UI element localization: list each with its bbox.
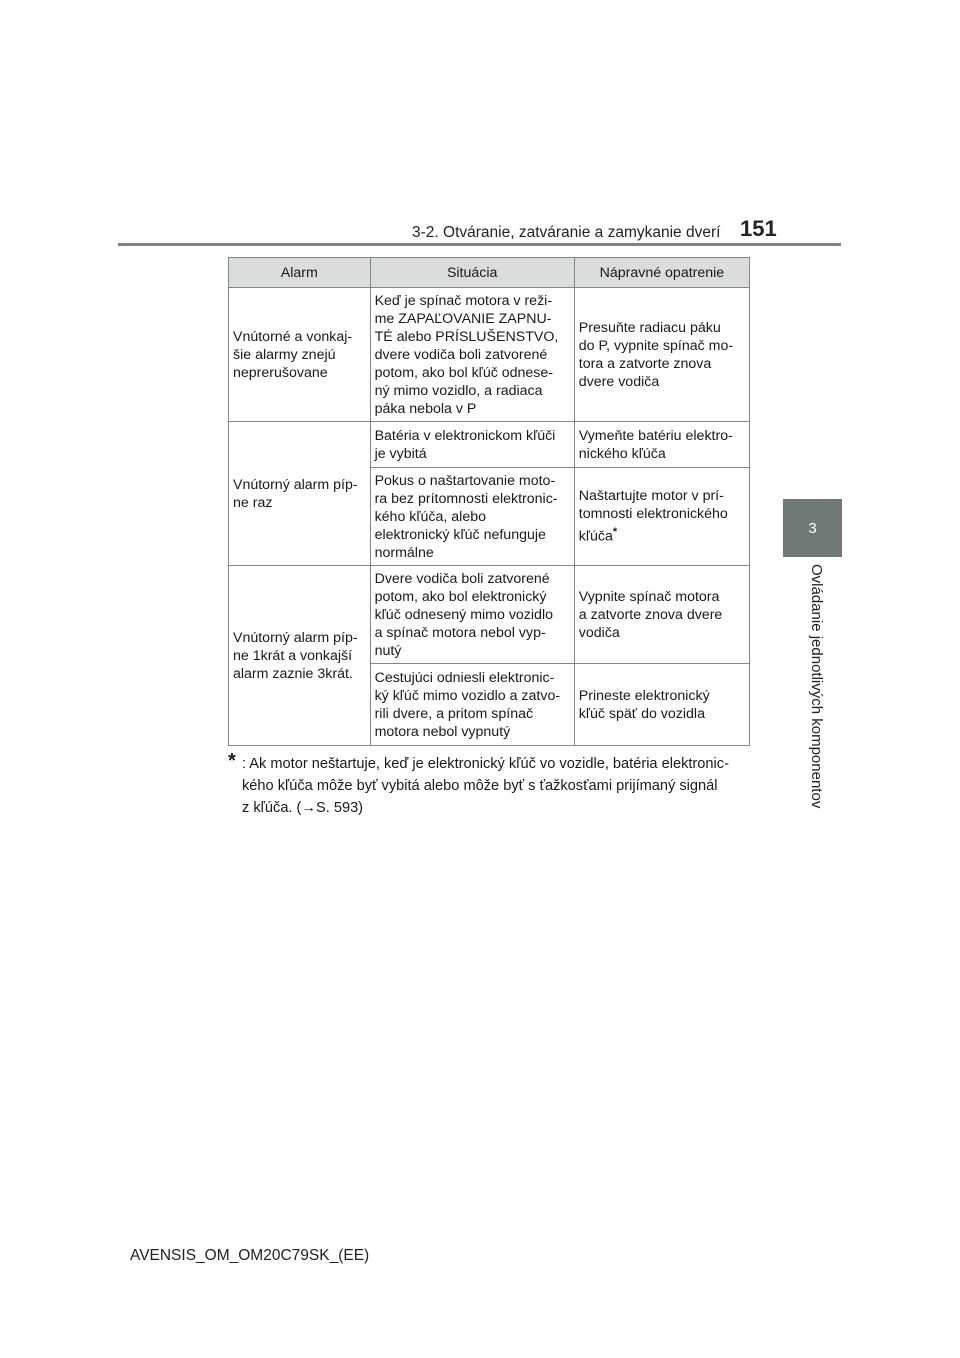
table-header-row [229,258,750,288]
page-number: 151 [740,216,777,241]
footnote [228,750,758,819]
remedy-cell: Vypnite spínač motora a zatvorte znova dvere vodiča [574,566,749,664]
alarm-cell: Vnútorný alarm píp- ne 1krát a vonkajší alarm zaznie 3krát. [229,566,371,746]
document-code: AVENSIS_OM_OM20C79SK_(EE) [130,1247,370,1264]
situation-cell: Batéria v elektronickom kľúči je vybitá [370,422,574,468]
table-row [229,422,750,468]
header-remedy: Nápravné opatrenie [574,258,749,288]
footnote-reference: * [612,526,618,539]
table-row [229,566,750,664]
situation-cell: Cestujúci odniesli elektronic- ký kľúč mimo vozidlo a zatvo- rili dvere, a pritom spínač motora nebol vypnutý [370,664,574,746]
situation-cell: Dvere vodiča boli zatvorené potom, ako bol elektronický kľúč odnesený mimo vozidlo a spínač motora nebol vyp- nutý [370,566,574,664]
chapter-tab: 3 [783,499,842,557]
footnote-mark: * [228,750,236,772]
table-row [229,288,750,422]
remedy-cell: Prineste elektronický kľúč späť do vozidla [574,664,749,746]
remedy-text: Naštartujte motor v prí- tomnosti elektronického kľúča [578,488,728,545]
footnote-text: : Ak motor neštartuje, keď je elektronický kľúč vo vozidle, batéria elektronic- kého kľúča môže byť vybitá alebo môže byť s ťažkosťami prijímaný signál z kľúča. (→S. 593) [242,756,729,816]
section-header: 3-2. Otváranie, zatváranie a zamykanie dverí [412,224,721,241]
chapter-title: Ovládanie jednotlivých komponentov [808,564,825,809]
header-situation: Situácia [370,258,574,288]
remedy-cell: Presuňte radiacu páku do P, vypnite spínač mo- tora a zatvorte znova dvere vodiča [574,288,749,422]
header-alarm: Alarm [229,258,371,288]
alarm-cell: Vnútorné a vonkaj- šie alarmy znejú neprerušovane [229,288,371,422]
alarm-cell: Vnútorný alarm píp- ne raz [229,422,371,566]
situation-cell: Keď je spínač motora v reži- me ZAPAĽOVANIE ZAPNU- TÉ alebo PRÍSLUŠENSTVO, dvere vodiča boli zatvorené potom, ako bol kľúč odnese- ný mimo vozidlo, a radiaca páka nebola v P [370,288,574,422]
remedy-cell [574,468,749,566]
remedy-cell: Vymeňte batériu elektro- nického kľúča [574,422,749,468]
alarm-table [228,257,750,746]
situation-cell: Pokus o naštartovanie moto- ra bez prítomnosti elektronic- kého kľúča, alebo elektronický kľúč nefunguje normálne [370,468,574,566]
header-divider [118,243,841,246]
